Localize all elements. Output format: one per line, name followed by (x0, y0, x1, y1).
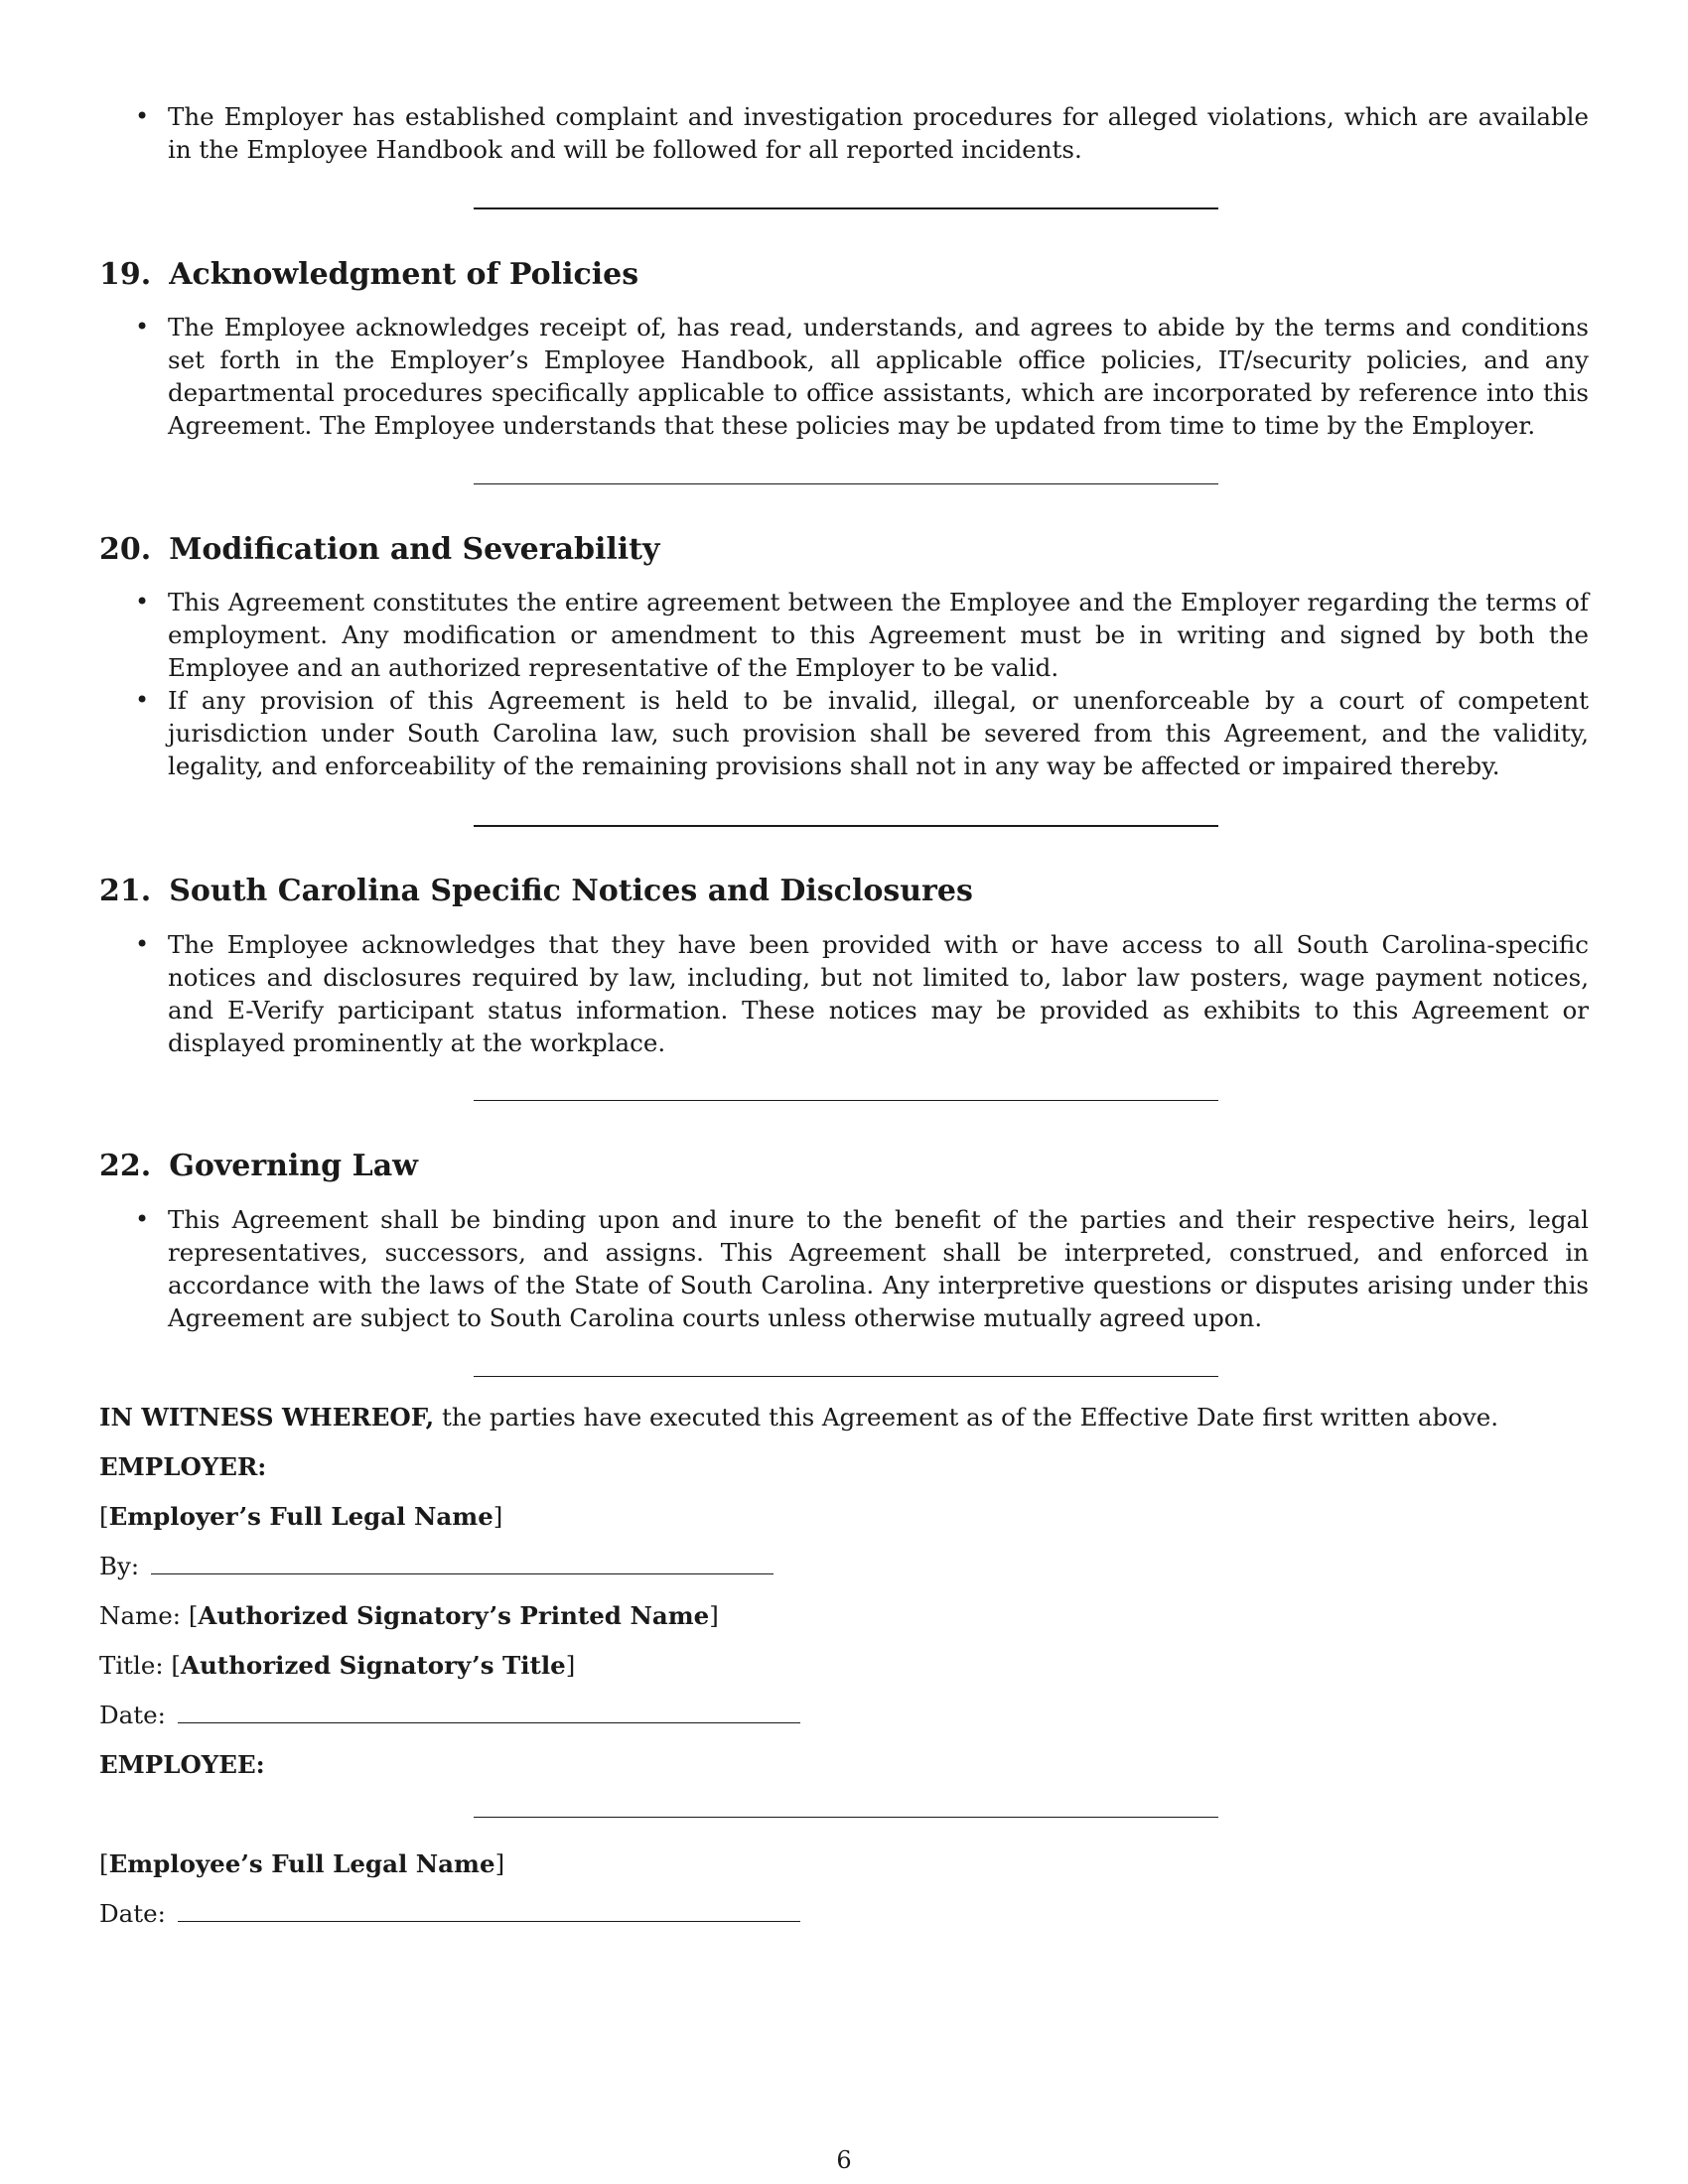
page-number: 6 (836, 2146, 852, 2174)
employer-name-text: Employer’s Full Legal Name (108, 1502, 493, 1531)
signatory-title: Authorized Signatory’s Title (180, 1651, 566, 1680)
section-divider (474, 1376, 1218, 1377)
section-heading-20 (99, 530, 659, 570)
title-label: Title: (99, 1651, 164, 1680)
list-item: • This Agreement constitutes the entire agreement between the Employee and the Employer regarding the terms of employment. Any modification or amendment to this Agreement must be in writing and signed by both the Employee and an authorized representative of the Employer to be valid. (99, 586, 1589, 684)
section-divider (474, 207, 1218, 209)
section-title: South Carolina Specific Notices and Disclosures (169, 874, 973, 908)
section-divider (474, 1100, 1218, 1101)
witness-lead: IN WITNESS WHEREOF, (99, 1403, 435, 1432)
list-item: • This Agreement shall be binding upon and inure to the benefit of the parties and their respective heirs, legal representatives, successors, and assigns. This Agreement shall be interpreted, construed, and enforced in accordance with the laws of the State of South Carolina. Any interpretive questions or disputes arising under this Agreement are subject to South Carolina courts unless otherwise mutually agreed upon. (99, 1203, 1589, 1334)
employer-date-field[interactable] (178, 1701, 800, 1723)
employee-signature-field[interactable] (474, 1817, 1218, 1818)
employer-title-line: Title: [Authorized Signatory’s Title] (99, 1651, 576, 1680)
employer-signature-field[interactable] (151, 1552, 774, 1574)
employee-heading-label: EMPLOYEE: (99, 1750, 265, 1779)
section-number: 19. (99, 257, 152, 292)
section-number: 20. (99, 532, 152, 567)
section-number: 21. (99, 874, 152, 908)
employee-name-placeholder: [Employee’s Full Legal Name] (99, 1849, 505, 1878)
employer-heading (99, 1450, 266, 1483)
employee-name-text: Employee’s Full Legal Name (108, 1849, 495, 1878)
witness-clause (99, 1401, 1589, 1433)
employee-date-line (99, 1897, 800, 1930)
section-title: Governing Law (169, 1149, 418, 1183)
section-number: 22. (99, 1149, 152, 1183)
date-label: Date: (99, 1899, 166, 1928)
section-19-bullets (99, 311, 1589, 442)
employer-date-line (99, 1699, 800, 1731)
list-item: • The Employee acknowledges that they have been provided with or have access to all South Carolina-specific notices and disclosures required by law, including, but not limited to, labor law posters, wage payment notices, and E-Verify participant status information. These notices may be provided as exhibits to this Agreement or displayed prominently at the workplace. (99, 928, 1589, 1059)
section-title: Modification and Severability (169, 532, 660, 567)
by-label: By: (99, 1552, 140, 1580)
list-item: • The Employee acknowledges receipt of, has read, understands, and agrees to abide by the terms and conditions set forth in the Employer’s Employee Handbook, all applicable office policies, IT/security policies, and any departmental procedures specifically applicable to office assistants, which are incorporated by reference into this Agreement. The Employee understands that these policies may be updated from time to time by the Employer. (99, 311, 1589, 442)
section-21-bullets (99, 928, 1589, 1059)
date-label: Date: (99, 1701, 166, 1729)
witness-text: the parties have executed this Agreement as of the Effective Date first written above. (434, 1403, 1499, 1432)
employer-by-line (99, 1550, 774, 1582)
name-label: Name: (99, 1601, 182, 1630)
section-heading-22 (99, 1147, 418, 1186)
section-22-bullets (99, 1203, 1589, 1334)
section-divider (474, 483, 1218, 484)
signatory-name: Authorized Signatory’s Printed Name (198, 1601, 710, 1630)
carryover-bullet-list (99, 100, 1589, 166)
employer-heading-label: EMPLOYER: (99, 1452, 267, 1481)
section-title: Acknowledgment of Policies (169, 257, 639, 292)
employee-heading (99, 1748, 265, 1781)
employer-name-placeholder: [Employer’s Full Legal Name] (99, 1502, 503, 1531)
list-item: • If any provision of this Agreement is held to be invalid, illegal, or unenforceable by a court of competent jurisdiction under South Carolina law, such provision shall be severed from this Agreement, and the validity, legality, and enforceability of the remaining provisions shall not in any way be affected or impaired thereby. (99, 684, 1589, 782)
section-20-bullets (99, 586, 1589, 782)
section-divider (474, 825, 1218, 827)
section-heading-21 (99, 872, 973, 911)
section-heading-19 (99, 255, 638, 295)
employee-date-field[interactable] (178, 1899, 800, 1922)
list-item: • The Employer has established complaint and investigation procedures for alleged violations, which are available in the Employee Handbook and will be followed for all reported incidents. (99, 100, 1589, 166)
employer-name-line: Name: [Authorized Signatory’s Printed Name] (99, 1601, 719, 1630)
